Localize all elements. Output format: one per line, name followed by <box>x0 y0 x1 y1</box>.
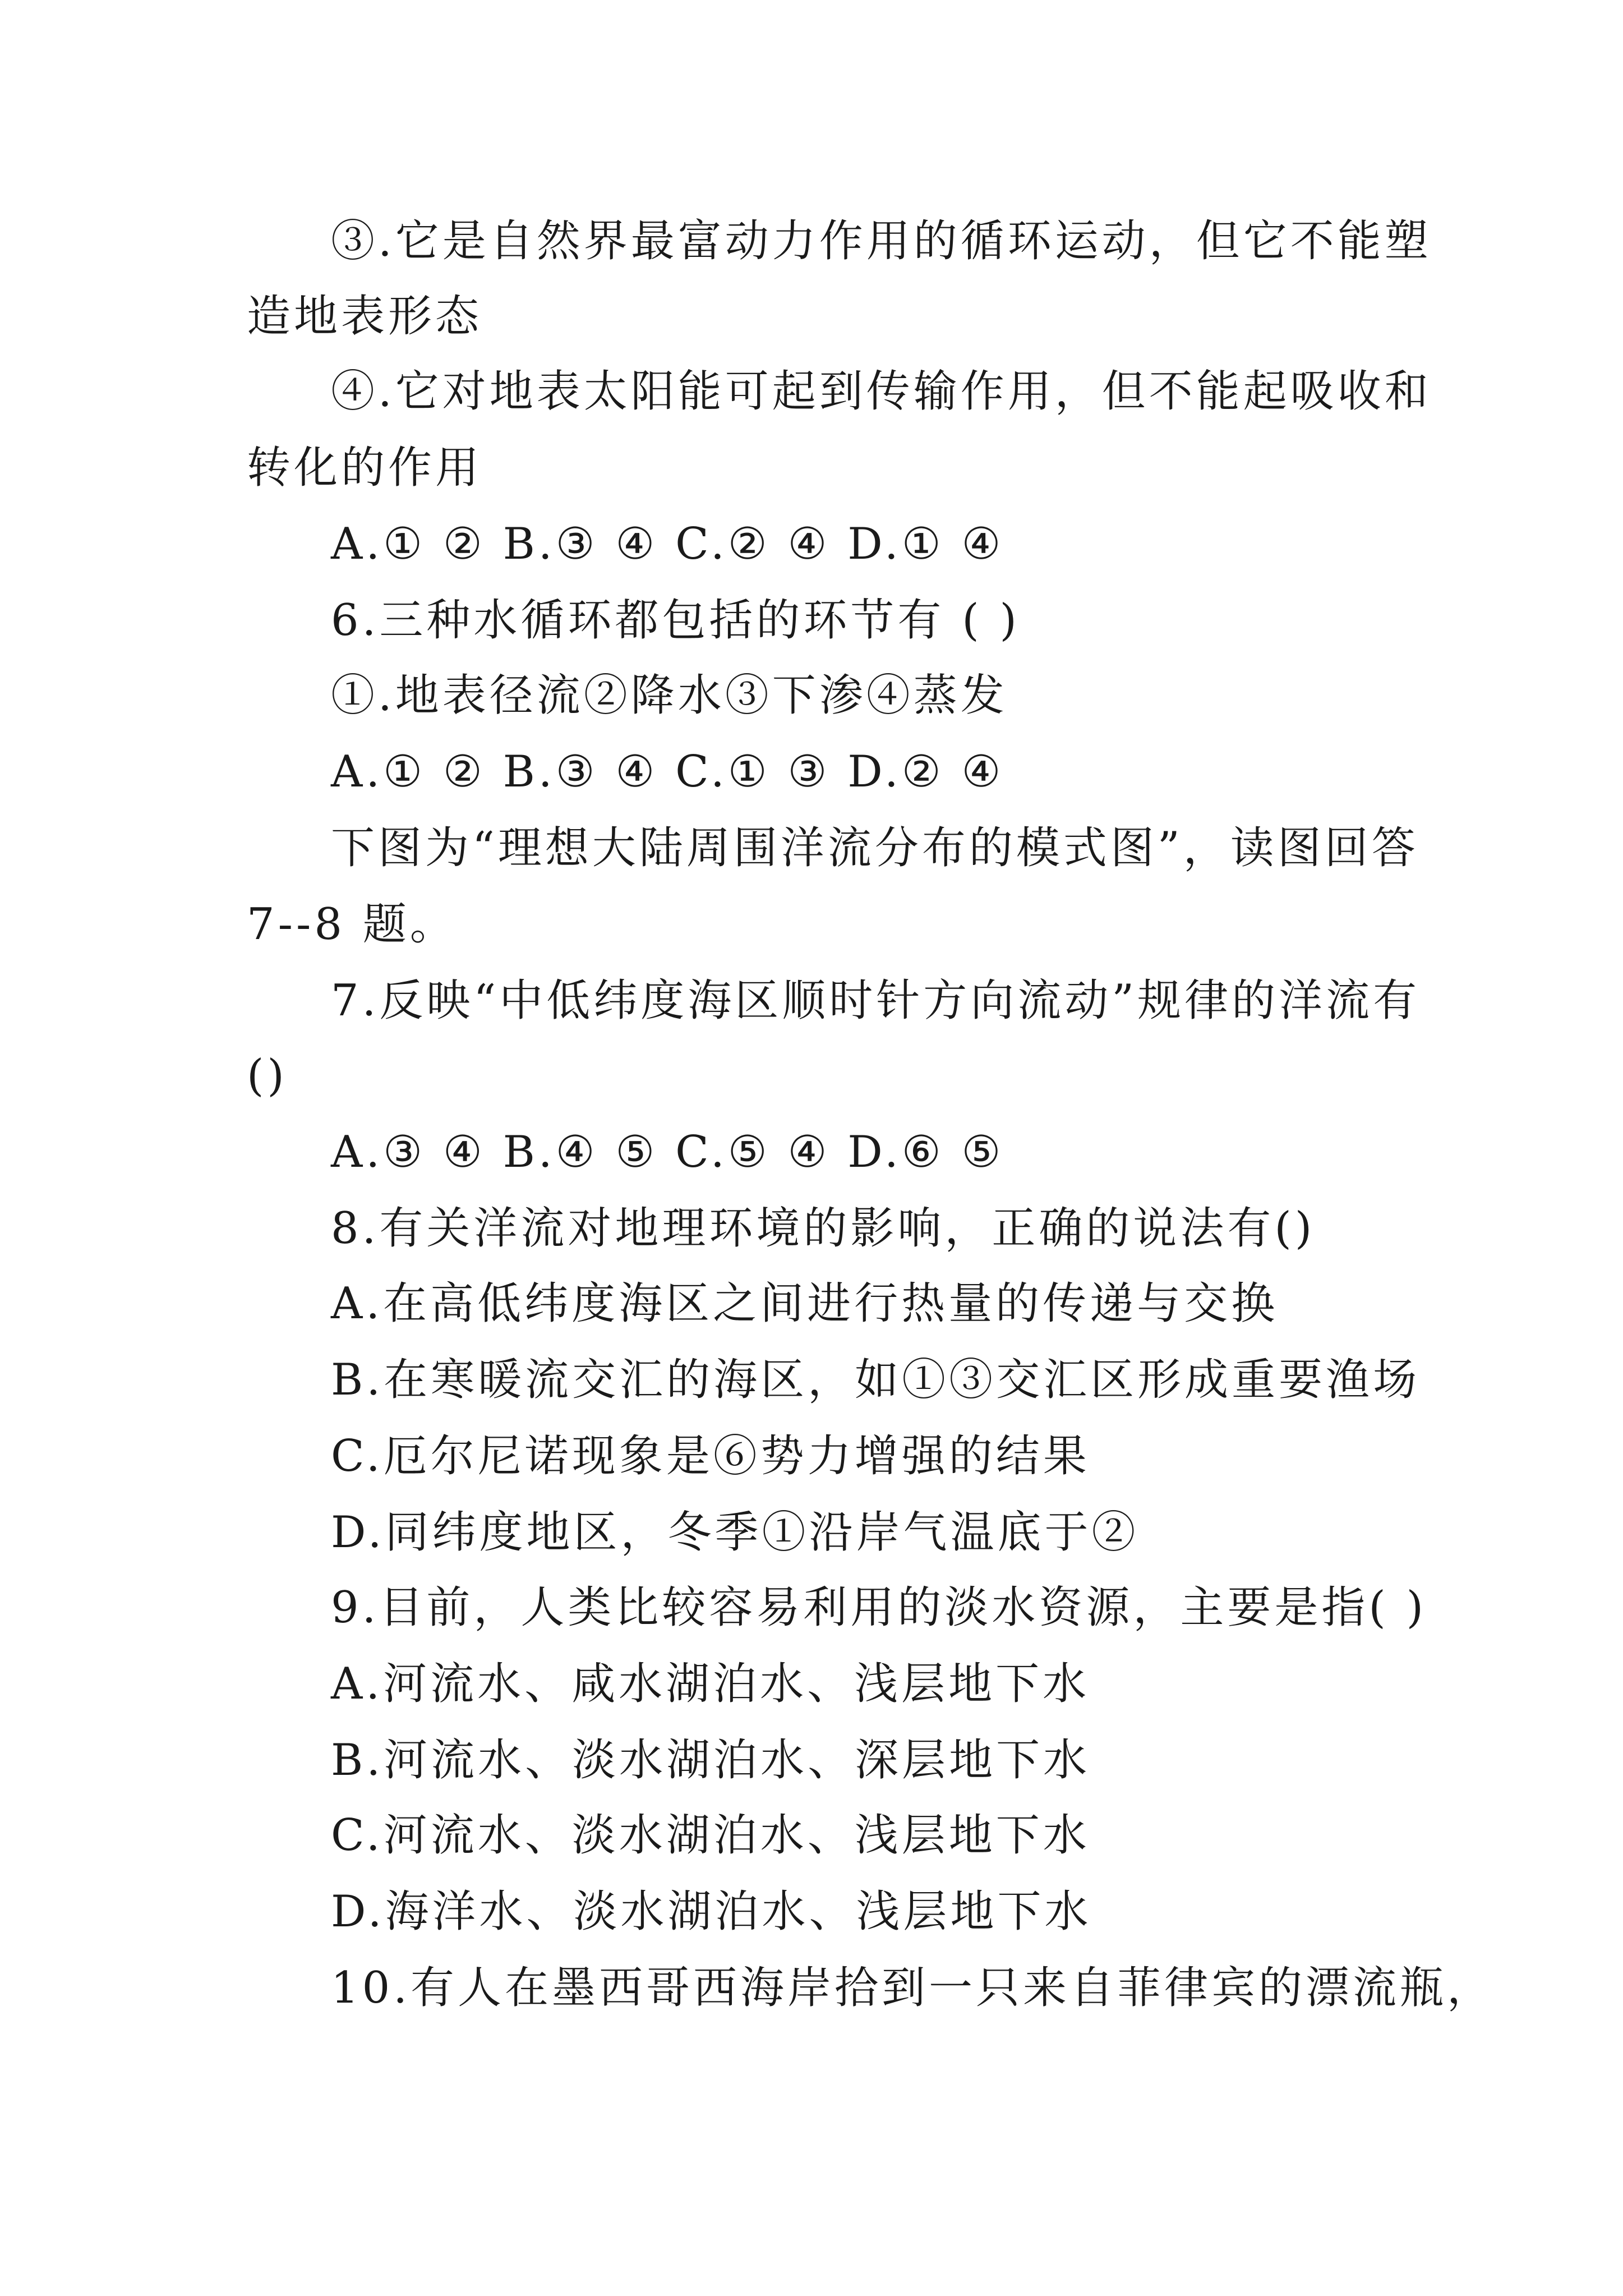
answer-options: A.③ ④ B.④ ⑤ C.⑤ ④ D.⑥ ⑤ <box>331 1127 1004 1177</box>
option-c: C.河流水、淡水湖泊水、浅层地下水 <box>331 1810 1090 1861</box>
option-a: A.在高低纬度海区之间进行热量的传递与交换 <box>331 1278 1279 1329</box>
question-6: 6.三种水循环都包括的环节有 ( ) <box>331 595 1020 646</box>
text-line: ①.地表径流②降水③下渗④蒸发 <box>331 670 1008 721</box>
question-10: 10.有人在墨西哥西海岸拾到一只来自菲律宾的漂流瓶， <box>331 1963 1495 2013</box>
text-line: 7--8 题。 <box>247 899 457 950</box>
answer-options: A.① ② B.③ ④ C.② ④ D.① ④ <box>331 519 1004 569</box>
option-d: D.同纬度地区，冬季①沿岸气温底于② <box>331 1507 1139 1558</box>
text-line: 造地表形态 <box>247 291 483 342</box>
text-line: 下图为“理想大陆周围洋流分布的模式图”，读图回答 <box>331 823 1419 873</box>
question-8: 8.有关洋流对地理环境的影响，正确的说法有() <box>331 1203 1316 1254</box>
answer-options: A.① ② B.③ ④ C.① ③ D.② ④ <box>331 747 1004 797</box>
option-b: B.河流水、淡水湖泊水、深层地下水 <box>331 1735 1091 1786</box>
question-7: 7.反映“中低纬度海区顺时针方向流动”规律的洋流有 <box>331 976 1421 1026</box>
option-b: B.在寒暖流交汇的海区，如①③交汇区形成重要渔场 <box>331 1355 1421 1405</box>
question-9: 9.目前，人类比较容易利用的淡水资源，主要是指( ) <box>331 1582 1427 1633</box>
text-line: ④.它对地表太阳能可起到传输作用，但不能起吸收和 <box>331 366 1432 417</box>
option-c: C.厄尔尼诺现象是⑥势力增强的结果 <box>331 1431 1090 1481</box>
option-d: D.海洋水、淡水湖泊水、浅层地下水 <box>331 1887 1092 1937</box>
text-line: () <box>247 1051 288 1101</box>
text-line: 转化的作用 <box>247 443 483 493</box>
option-a: A.河流水、咸水湖泊水、浅层地下水 <box>331 1659 1090 1709</box>
text-line: ③.它是自然界最富动力作用的循环运动，但它不能塑 <box>331 216 1432 266</box>
